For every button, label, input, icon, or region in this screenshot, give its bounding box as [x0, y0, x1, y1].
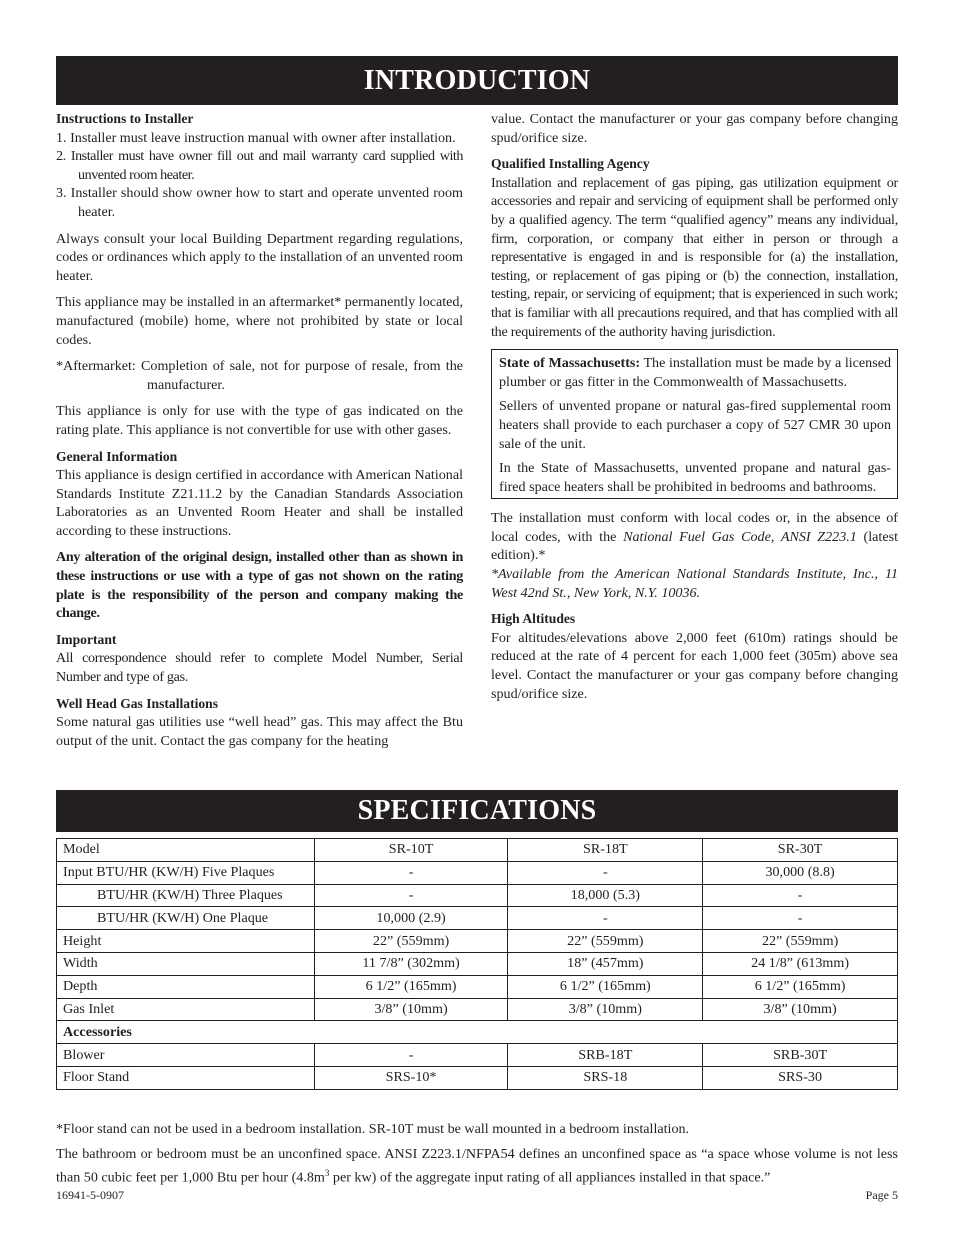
- row-label: BTU/HR (KW/H) Three Plaques: [57, 884, 315, 907]
- massachusetts-text-2: Sellers of unvented propane or natural gas-fired supplemental room heaters shall provide to each purchaser a copy of 527 CMR 30 upon sale of the unit.: [499, 398, 891, 452]
- wellhead-heading: Well Head Gas Installations: [56, 695, 219, 711]
- alteration-warning: Any alteration of the original design, installed other than as shown in these instructions or use with a type of gas not shown on the rating plate is the responsibility of the person and company making the change.: [56, 549, 463, 622]
- aftermarket-paragraph: This appliance may be installed in an aftermarket* permanently located, manufactured (mobile) home, where not prohibited by state or local codes.: [56, 294, 463, 348]
- specifications-table: [56, 838, 898, 1090]
- table-cell: 30,000 (8.8): [703, 861, 898, 884]
- installer-item: 1. Installer must leave instruction manual with owner after installation.: [56, 129, 456, 146]
- table-cell: SRS-10*: [314, 1066, 508, 1089]
- specifications-banner: [56, 790, 898, 832]
- table-cell: SRB-30T: [703, 1044, 898, 1067]
- intro-right-column: [491, 110, 898, 711]
- table-cell: 6 1/2” (165mm): [508, 975, 703, 998]
- floor-stand-note: *Floor stand can not be used in a bedroom installation. SR-10T must be wall mounted in a bedroom installation.: [56, 1121, 690, 1137]
- row-label: Gas Inlet: [57, 998, 315, 1021]
- page-number: Page 5: [865, 1188, 898, 1202]
- installer-list: [56, 129, 463, 222]
- introduction-title: INTRODUCTION: [363, 65, 591, 96]
- table-cell: 11 7/8” (302mm): [314, 952, 508, 975]
- consult-paragraph: Always consult your local Building Department regarding regulations, codes or ordinances which apply to the installation of an unvented room heater.: [56, 230, 463, 284]
- gas-type-paragraph: This appliance is only for use with the type of gas indicated on the rating plate. This appliance is not convertible for use with other gases.: [56, 403, 463, 438]
- document-number: 16941-5-0907: [56, 1188, 124, 1202]
- row-label: Width: [57, 952, 315, 975]
- installer-item: 2. Installer must have owner fill out and mail warranty card supplied with unvented room heater.: [56, 148, 463, 183]
- table-cell: 6 1/2” (165mm): [703, 975, 898, 998]
- massachusetts-text-3: In the State of Massachusetts, unvented propane and natural gas-fired space heaters shall be prohibited in bedrooms and bathrooms.: [499, 460, 891, 495]
- table-row: [57, 975, 898, 998]
- row-label: Input BTU/HR (KW/H) Five Plaques: [57, 861, 315, 884]
- table-cell: -: [703, 884, 898, 907]
- important-paragraph: All correspondence should refer to complete Model Number, Serial Number and type of gas.: [56, 650, 463, 686]
- general-info-paragraph: This appliance is design certified in accordance with American National Standards Institute Z21.11.2 by the Canadian Standards Association Laboratories as an Unvented Room Heater and shall be installed according to these instructions.: [56, 467, 463, 539]
- row-label: BTU/HR (KW/H) One Plaque: [57, 907, 315, 930]
- wellhead-paragraph: Some natural gas utilities use “well head” gas. This may affect the Btu output of the unit. Contact the gas company for the heating: [56, 714, 463, 749]
- codes-code-title: National Fuel Gas Code, ANSI Z223.1: [623, 528, 857, 545]
- table-cell: -: [508, 907, 703, 930]
- installer-heading: Instructions to Installer: [56, 111, 194, 126]
- table-cell: 3/8” (10mm): [508, 998, 703, 1021]
- high-altitudes-heading: High Altitudes: [491, 611, 576, 627]
- introduction-banner: [56, 56, 898, 105]
- table-cell: 10,000 (2.9): [314, 907, 508, 930]
- table-cell: SRS-18: [508, 1066, 703, 1089]
- unconfined-text-b: per kw) of the aggregate input rating of all appliances installed in that space.”: [329, 1169, 771, 1186]
- accessories-label: Accessories: [57, 1021, 898, 1044]
- table-cell: 22” (559mm): [703, 930, 898, 953]
- ansi-availability-note: *Available from the American National Standards Institute, Inc., 11 West 42nd St., New York, N.Y. 10036.: [491, 566, 898, 601]
- table-cell: -: [508, 861, 703, 884]
- table-cell: 3/8” (10mm): [314, 998, 508, 1021]
- row-label: Floor Stand: [57, 1066, 315, 1089]
- table-cell: 3/8” (10mm): [703, 998, 898, 1021]
- massachusetts-notice-box: [491, 349, 898, 499]
- table-row: [57, 861, 898, 884]
- row-label: Depth: [57, 975, 315, 998]
- general-info-heading: General Information: [56, 448, 178, 464]
- massachusetts-label: State of Massachusetts:: [499, 355, 641, 372]
- unconfined-text-a: The bathroom or bedroom must be an unconfined space. ANSI Z223.1/NFPA54 defines an unconfined space as “a space whose volume is not less than 50 cubic feet per 1,000 Btu per hour (4.8m: [56, 1146, 898, 1186]
- header-cell: SR-10T: [314, 839, 508, 862]
- table-row: [57, 884, 898, 907]
- codes-text-b: (latest edition).*: [491, 528, 898, 564]
- wellhead-continued: value. Contact the manufacturer or your gas company before changing spud/orifice size.: [491, 111, 898, 146]
- codes-text-a: The installation must conform with local codes or, in the absence of local codes, with the: [491, 510, 898, 545]
- header-cell: Model: [57, 839, 315, 862]
- massachusetts-text-1: The installation must be made by a licensed plumber or gas fitter in the Commonwealth of Massachusetts.: [499, 355, 892, 390]
- table-cell: SRS-30: [703, 1066, 898, 1089]
- important-heading: Important: [56, 631, 117, 647]
- table-cell: 24 1/8” (613mm): [703, 952, 898, 975]
- intro-left-column: [56, 110, 463, 750]
- table-cell: SRB-18T: [508, 1044, 703, 1067]
- table-row: [57, 998, 898, 1021]
- table-cell: -: [314, 1044, 508, 1067]
- specifications-title: SPECIFICATIONS: [357, 795, 597, 826]
- aftermarket-definition: *Aftermarket: Completion of sale, not for purpose of resale, from the manufacturer.: [56, 358, 463, 393]
- superscript-three: 3: [324, 1167, 330, 1178]
- qualified-agency-paragraph: Installation and replacement of gas piping, gas utilization equipment or accessories and repair and servicing of equipment shall be performed only by a qualified agency. The term “qualified agency” means any individual, firm, corporation, or company that either in person or through a representative is engaged in and is responsible for (a) the installation, testing, or replacement of gas piping or (b) the connection, installation, testing, repair, or servicing of equipment; that is experienced in such work; that is familiar with all precautions required, and that has complied with all the requirements of the authority having jurisdiction.: [491, 174, 898, 340]
- table-cell: 18” (457mm): [508, 952, 703, 975]
- row-label: Height: [57, 930, 315, 953]
- table-cell: -: [314, 884, 508, 907]
- installer-item: 3. Installer should show owner how to start and operate unvented room heater.: [56, 185, 463, 220]
- table-cell: 6 1/2” (165mm): [314, 975, 508, 998]
- high-altitudes-paragraph: For altitudes/elevations above 2,000 feet (610m) ratings should be reduced at the rate of 4 percent for each 1,000 feet (305m) above sea level. Contact the manufacturer or your gas company before changing spud/orifice size.: [491, 629, 898, 702]
- table-row: [57, 907, 898, 930]
- table-cell: 22” (559mm): [508, 930, 703, 953]
- qualified-agency-heading: Qualified Installing Agency: [491, 156, 650, 172]
- header-cell: SR-30T: [703, 839, 898, 862]
- table-row: [57, 1044, 898, 1067]
- table-cell: 18,000 (5.3): [508, 884, 703, 907]
- accessories-row: [57, 1021, 898, 1044]
- unconfined-space-note: [56, 1145, 898, 1187]
- table-row: [57, 952, 898, 975]
- row-label: Blower: [57, 1044, 315, 1067]
- table-cell: 22” (559mm): [314, 930, 508, 953]
- table-cell: -: [703, 907, 898, 930]
- table-cell: -: [314, 861, 508, 884]
- header-cell: SR-18T: [508, 839, 703, 862]
- table-header-row: [57, 839, 898, 862]
- table-row: [57, 930, 898, 953]
- table-row: [57, 1066, 898, 1089]
